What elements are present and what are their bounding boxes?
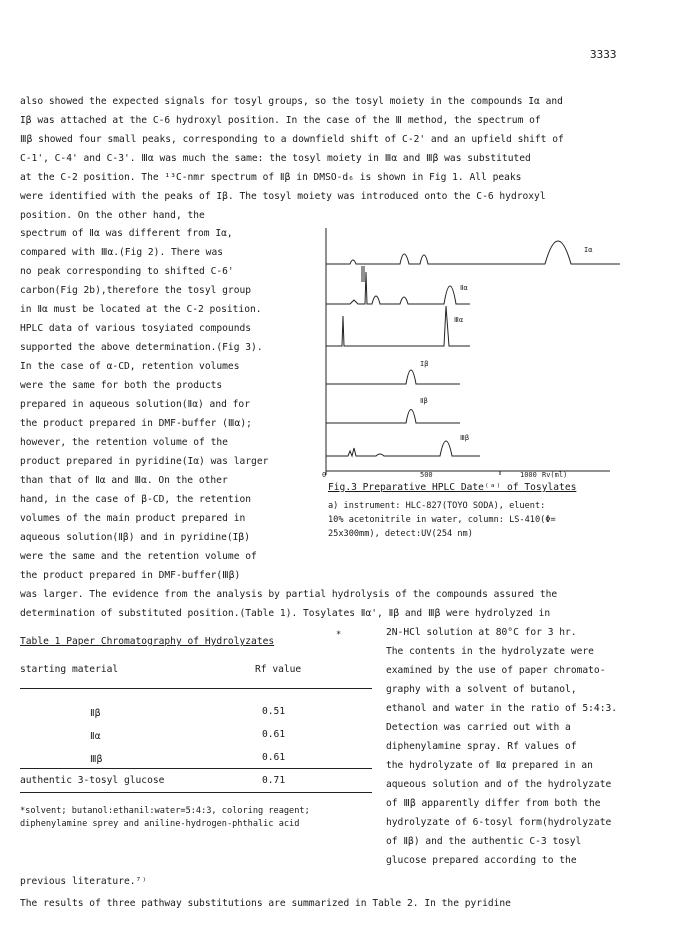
text-line: the product prepared in DMF-buffer (Ⅲα);	[20, 418, 252, 429]
text-line: diphenylamine spray. Rf values of	[386, 741, 577, 752]
text-line: hydrolyzate of 6-tosyl form(hydrolyzate	[386, 817, 612, 828]
figure-caption-line: 25x300mm), detect:UV(254 nm)	[328, 529, 473, 539]
trace-i-alpha	[326, 241, 620, 264]
text-line: compared with Ⅲα.(Fig 2). There was	[20, 247, 223, 258]
trace-ii-alpha	[326, 272, 470, 304]
text-line: HPLC data of various tosyiated compounds	[20, 323, 252, 334]
text-line: the product prepared in DMF-buffer(Ⅲβ)	[20, 570, 241, 581]
text-line: previous literature.⁷⁾	[20, 876, 148, 887]
figure-caption-line: a) instrument: HLC-827(TOYO SODA), eluent:	[328, 501, 546, 511]
text-line: graphy with a solvent of butanol,	[386, 684, 577, 695]
table-cell-rf: 0.71	[262, 775, 286, 786]
text-line: were the same and the retention volume of	[20, 551, 257, 562]
trace-label: Ⅱβ	[420, 397, 428, 405]
text-line: carbon(Fig 2b),therefore the tosyl group	[20, 285, 252, 296]
text-line: volumes of the main product prepared in	[20, 513, 246, 524]
text-line: in Ⅱα must be located at the C-2 position.	[20, 304, 262, 315]
table-cell-material: Ⅲβ	[90, 754, 103, 765]
text-line: spectrum of Ⅱα was different from Iα,	[20, 228, 233, 239]
text-line: product prepared in pyridine(Iα) was larger	[20, 456, 269, 467]
text-line: examined by the use of paper chromato-	[386, 665, 606, 676]
text-line: position. On the other hand, the	[20, 210, 205, 221]
text-line: ethanol and water in the ratio of 5:4:3.	[386, 703, 618, 714]
axis-tick-label: 500	[420, 471, 433, 479]
text-line: aqueous solution(Ⅱβ) and in pyridine(Iβ)	[20, 532, 250, 543]
table-title: Table 1 Paper Chromatography of Hydrolyzates	[20, 636, 275, 647]
text-line: were identified with the peaks of Iβ. The tosyl moiety was introduced onto the C-6 hydroxyl	[20, 191, 546, 202]
figure-caption-title: Fig.3 Preparative HPLC Date⁽ᵃ⁾ of Tosylates	[328, 482, 577, 493]
text-line: 2N-HCl solution at 80°C for 3 hr.	[386, 627, 577, 638]
text-line: were the same for both the products	[20, 380, 223, 391]
text-line: at the C-2 position. The ¹³C-nmr spectrum of Ⅱβ in DMSO-d₆ is shown in Fig 1. All peaks	[20, 172, 522, 183]
table-cell-material: Ⅱβ	[90, 708, 101, 719]
table-cell-rf: 0.61	[262, 729, 286, 740]
axis-unit-label: Rv(ml)	[542, 471, 568, 479]
text-line: The results of three pathway substitutions are summarized in Table 2. In the pyridine	[20, 898, 511, 909]
trace-label: Ⅱα	[460, 284, 468, 292]
trace-iii-alpha	[326, 306, 470, 346]
trace-label: Ⅲα	[454, 316, 464, 324]
axis-tick-label: 1000	[520, 471, 537, 479]
text-line: Iβ was attached at the C-6 hydroxyl position. In the case of the Ⅲ method, the spectrum of	[20, 115, 541, 126]
table-cell-rf: 0.61	[262, 752, 286, 763]
text-line: glucose prepared according to the	[386, 855, 577, 866]
text-line: the hydrolyzate of Ⅱα prepared in an	[386, 760, 593, 771]
text-line: than that of Ⅱα and Ⅲα. On the other	[20, 475, 228, 486]
table-rule	[20, 792, 372, 793]
table-rule	[20, 688, 372, 689]
text-line: Ⅲβ showed four small peaks, corresponding to a downfield shift of C-2' and an upfield shift of	[20, 134, 564, 145]
table-cell-material: Ⅱα	[90, 731, 101, 742]
trace-i-beta	[326, 370, 460, 384]
trace-ii-beta	[326, 410, 460, 424]
text-line: C-1', C-4' and C-3'. Ⅲα was much the same: the tosyl moiety in Ⅲα and Ⅲβ was substituted	[20, 153, 531, 164]
figure-caption-line: 10% acetonitrile in water, column: LS-410(Φ=	[328, 515, 556, 525]
trace-label: Ⅲβ	[460, 434, 470, 442]
trace-label: Iβ	[420, 360, 429, 368]
table-cell-rf: 0.51	[262, 706, 286, 717]
text-line: also showed the expected signals for tosyl groups, so the tosyl moiety in the compounds Iα and	[20, 96, 563, 107]
hplc-figure	[320, 226, 620, 486]
column-header: Rf value	[255, 664, 302, 675]
text-line: determination of substituted position.(Table 1). Tosylates Ⅱα', Ⅱβ and Ⅲβ were hydrolyzed in	[20, 608, 551, 619]
text-line: however, the retention volume of the	[20, 437, 228, 448]
text-line: Detection was carried out with a	[386, 722, 571, 733]
column-header: starting material	[20, 664, 119, 675]
trace-iii-beta	[326, 441, 480, 456]
table-cell-material: authentic 3-tosyl glucose	[20, 775, 165, 786]
table-footnote: *solvent; butanol:ethanil:water=5:4:3, coloring reagent;	[20, 806, 310, 816]
text-line: In the case of α-CD, retention volumes	[20, 361, 240, 372]
text-line: was larger. The evidence from the analysis by partial hydrolysis of the compounds assured the	[20, 589, 558, 600]
text-line: of Ⅲβ apparently differ from both the	[386, 798, 601, 809]
table-footnote: diphenylamine sprey and aniline-hydrogen-phthalic acid	[20, 819, 300, 829]
text-line: The contents in the hydrolyzate were	[386, 646, 594, 657]
text-line: supported the above determination.(Fig 3).	[20, 342, 263, 353]
text-line: hand, in the case of β-CD, the retention	[20, 494, 252, 505]
text-line: no peak corresponding to shifted C-6'	[20, 266, 234, 277]
axis-tick-label: 0	[322, 471, 327, 479]
table-rule	[20, 768, 372, 769]
trace-label: Iα	[584, 246, 593, 254]
page-number: 3333	[590, 48, 617, 61]
table-title-mark: *	[336, 630, 342, 640]
text-line: aqueous solution and of the hydrolyzate	[386, 779, 612, 790]
text-line: prepared in aqueous solution(Ⅱα) and for	[20, 399, 250, 410]
text-line: of Ⅱβ) and the authentic C-3 tosyl	[386, 836, 582, 847]
